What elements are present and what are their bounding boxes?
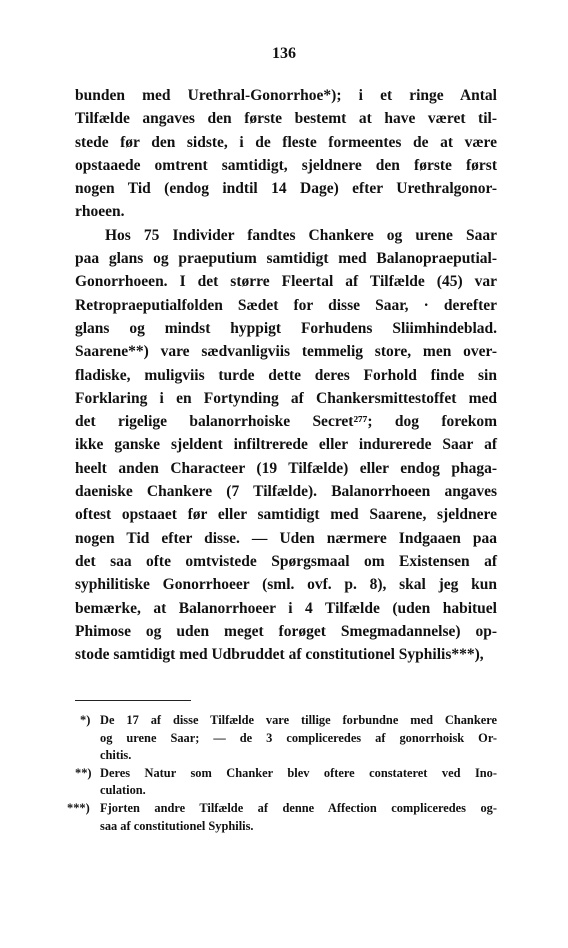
text-line: Phimose og uden meget forøget Smegmadannelse) op- <box>75 622 497 640</box>
footnote-line: saa af constitutionel Syphilis. <box>100 818 254 833</box>
footnote-line: og urene Saar; — de 3 compliceredes af gonorrhoisk Or- <box>100 730 497 745</box>
footnote-line: De 17 af disse Tilfælde vare tillige forbundne med Chankere <box>100 713 497 727</box>
text-line: Saarene**) vare sædvanligviis temmelig store, men over- <box>75 343 497 361</box>
text-line: bemærke, at Balanorrhoeer i 4 Tilfælde (uden habituel <box>75 599 497 617</box>
text-line: Retropraeputialfolden Sædet for disse Saar, · derefter <box>75 296 497 314</box>
footnote-2 <box>75 765 497 800</box>
text-line: opstaaede omtrent samtidigt, sjeldnere den første først <box>75 156 497 174</box>
footnote-marker: *) <box>80 713 91 727</box>
text-line: paa glans og praeputium samtidigt med Balanopraeputial- <box>75 250 497 268</box>
text-line: fladiske, muligviis turde dette deres Forhold finde sin <box>75 366 497 384</box>
text-line: stede før den sidste, i de fleste formeentes de at være <box>75 133 497 151</box>
text-line: ikke ganske sjeldent infiltrerede eller indurerede Saar af <box>75 436 497 454</box>
text-line: nogen Tid efter disse. — Uden nærmere Indgaaen paa <box>75 529 497 547</box>
text-line: stode samtidigt med Udbruddet af constitutionel Syphilis***), <box>75 646 484 664</box>
footnote-line: Deres Natur som Chanker blev oftere constateret ved Ino- <box>100 765 497 780</box>
text-line: det saa ofte omtvistede Spørgsmaal om Existensen af <box>75 552 497 570</box>
body-text <box>75 84 497 666</box>
footnote-line: culation. <box>100 783 146 798</box>
text-line: bunden med Urethral-Gonorrhoe*); i et ringe Antal <box>75 87 497 104</box>
footnote-marker: **) <box>75 765 92 780</box>
footnote-marker: ***) <box>67 800 90 815</box>
text-line: Gonorrhoeen. I det større Fleertal af Tilfælde (45) var <box>75 273 497 291</box>
footnote-divider <box>75 700 191 701</box>
text-line: glans og mindst hyppigt Forhudens Sliimhindeblad. <box>75 319 497 337</box>
text-line: Tilfælde angaves den første bestemt at have været til- <box>75 110 497 128</box>
footnote-3 <box>67 800 497 835</box>
footnotes <box>67 712 497 835</box>
text-line: Forklaring i en Fortynding af Chankersmittestoffet med <box>75 389 497 407</box>
page-number: 136 <box>272 45 296 62</box>
footnote-line: chitis. <box>100 748 132 763</box>
text-line: rhoeen. <box>75 203 125 221</box>
text-line: daeniske Chankere (7 Tilfælde). Balanorrhoeen angaves <box>75 483 497 501</box>
text-line: heelt anden Characteer (19 Tilfælde) eller endog phaga- <box>75 459 497 477</box>
text-line: det rigelige balanorrhoiske Secret²⁷⁷; dog forekom <box>75 413 497 431</box>
footnote-line: Fjorten andre Tilfælde af denne Affection compliceredes og- <box>100 800 497 815</box>
footnote-1 <box>80 712 497 765</box>
text-line: nogen Tid (endog indtil 14 Dage) efter Urethralgonor- <box>75 180 497 198</box>
text-line: oftest opstaaet før eller samtidigt med Saarene, sjeldnere <box>75 506 497 524</box>
text-line: syphilitiske Gonorrhoeer (sml. ovf. p. 8), skal jeg kun <box>75 576 497 594</box>
text-line: Hos 75 Individer fandtes Chankere og urene Saar <box>105 226 497 244</box>
